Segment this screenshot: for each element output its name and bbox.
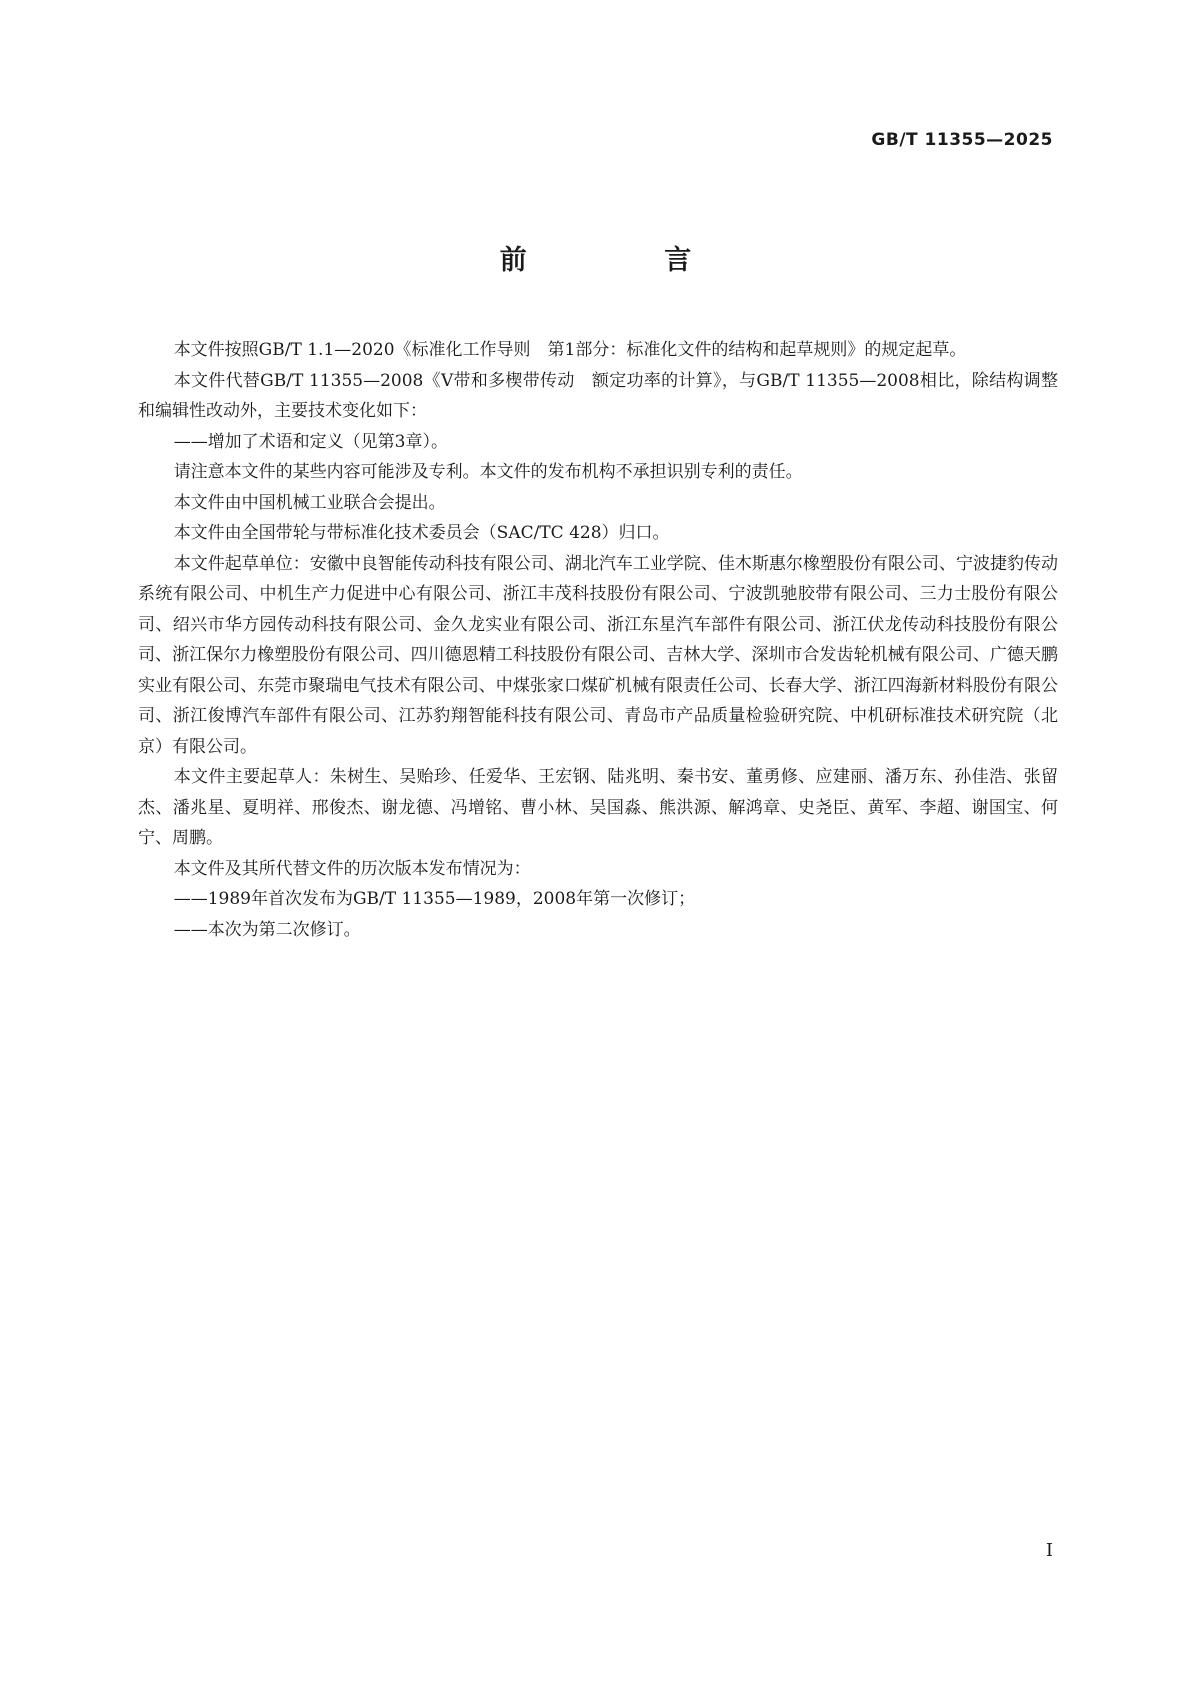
list-item-history-1: ——1989年首次发布为GB/T 11355—1989，2008年第一次修订； (173, 889, 696, 909)
page-title: 前 言 (499, 245, 756, 276)
paragraph-drafting-units: 本文件起草单位：安徽中良智能传动科技有限公司、湖北汽车工业学院、佳木斯惠尔橡塑股份有限公司、宁波捷豹传动系统有限公司、中机生产力促进中心有限公司、浙江丰茂科技股份有限公司、宁波凯驰胶带有限公司、三力士股份有限公司、绍兴市华方园传动科技有限公司、金久龙实业有限公司、浙江东星汽车部件有限公司、浙江伏龙传动科技股份有限公司、浙江保尔力橡塑股份有限公司、四川德恩精工科技股份有限公司、吉林大学、深圳市合发齿轮机械有限公司、广德天鹏实业有限公司、东莞市聚瑞电气技术有限公司、中煤张家口煤矿机械有限责任公司、长春大学、浙江四海新材料股份有限公司、浙江俊博汽车部件有限公司、江苏豹翔智能科技有限公司、青岛市产品质量检验研究院、中机研标准技术研究院（北京）有限公司。 (138, 553, 1058, 757)
paragraph-history-intro: 本文件及其所代替文件的历次版本发布情况为： (173, 858, 531, 879)
paragraph-patent-notice: 请注意本文件的某些内容可能涉及专利。本文件的发布机构不承担识别专利的责任。 (173, 462, 803, 482)
page-number: I (1045, 1540, 1053, 1561)
foreword-body (138, 335, 1058, 945)
document-number: GB/T 11355—2025 (871, 130, 1053, 150)
list-item-history-2: ——本次为第二次修订。 (173, 919, 361, 940)
paragraph-drafting-rules: 本文件按照GB/T 1.1—2020《标准化工作导则 第1部分：标准化文件的结构和起草规则》的规定起草。 (173, 340, 967, 360)
paragraph-replacement: 本文件代替GB/T 11355—2008《V带和多楔带传动 额定功率的计算》，与GB/T 11355—2008相比，除结构调整和编辑性改动外，主要技术变化如下： (138, 370, 1058, 421)
paragraph-proposer: 本文件由中国机械工业联合会提出。 (173, 492, 446, 513)
paragraph-drafters: 本文件主要起草人：朱树生、吴贻珍、任爱华、王宏钢、陆兆明、秦书安、董勇修、应建丽、潘万东、孙佳浩、张留杰、潘兆星、夏明祥、邢俊杰、谢龙德、冯增铭、曹小林、吴国淼、熊洪源、解鸿章、史尧臣、黄军、李超、谢国宝、何宁、周鹏。 (138, 767, 1058, 848)
list-item-change: ——增加了术语和定义（见第3章）。 (173, 431, 449, 452)
paragraph-centralized: 本文件由全国带轮与带标准化技术委员会（SAC/TC 428）归口。 (173, 523, 670, 543)
